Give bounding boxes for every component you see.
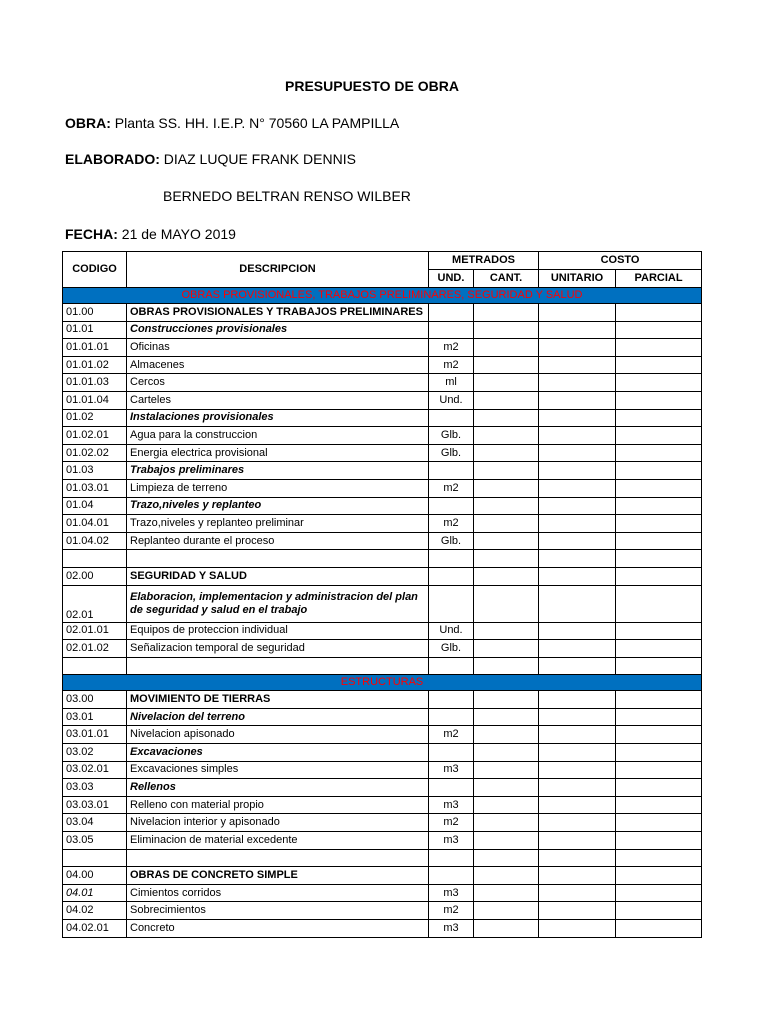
item-partial-cost: [616, 708, 702, 726]
item-quantity: [474, 532, 539, 550]
item-description: OBRAS PROVISIONALES Y TRABAJOS PRELIMINARES: [127, 304, 429, 322]
obra-line: [65, 115, 399, 131]
table-row: [63, 920, 702, 938]
item-description: Trazo,niveles y replanteo preliminar: [127, 515, 429, 533]
item-partial-cost: [616, 304, 702, 322]
elaborado-label: ELABORADO:: [65, 151, 160, 167]
item-partial-cost: [616, 497, 702, 515]
item-unit: m2: [429, 814, 474, 832]
table-row: [63, 902, 702, 920]
item-unit: m3: [429, 920, 474, 938]
item-unit: [429, 867, 474, 885]
item-unit-cost: [539, 339, 616, 357]
header-metrados: METRADOS: [429, 252, 539, 270]
table-row: [63, 497, 702, 515]
item-unit: [429, 304, 474, 322]
item-quantity: [474, 339, 539, 357]
item-quantity: [474, 462, 539, 480]
item-unit-cost: [539, 374, 616, 392]
item-unit: ml: [429, 374, 474, 392]
item-quantity: [474, 444, 539, 462]
item-description: Trazo,niveles y replanteo: [127, 497, 429, 515]
item-code: 01.04.02: [63, 532, 127, 550]
item-code: 02.01: [63, 585, 127, 622]
item-partial-cost: [616, 867, 702, 885]
item-quantity: [474, 884, 539, 902]
item-partial-cost: [616, 567, 702, 585]
item-unit-cost: [539, 832, 616, 850]
item-code: 01.02: [63, 409, 127, 427]
item-partial-cost: [616, 902, 702, 920]
item-code: [63, 657, 127, 675]
item-code: 01.01.04: [63, 391, 127, 409]
table-row: [63, 640, 702, 658]
item-code: 01.02.02: [63, 444, 127, 462]
table-row: [63, 391, 702, 409]
item-unit-cost: [539, 515, 616, 533]
table-row: [63, 356, 702, 374]
table-row: [63, 726, 702, 744]
item-description: Instalaciones provisionales: [127, 409, 429, 427]
item-unit-cost: [539, 796, 616, 814]
item-code: 03.01.01: [63, 726, 127, 744]
item-unit-cost: [539, 814, 616, 832]
item-quantity: [474, 427, 539, 445]
budget-table: [62, 251, 702, 938]
item-unit: [429, 708, 474, 726]
item-code: 03.05: [63, 832, 127, 850]
item-partial-cost: [616, 532, 702, 550]
item-code: 04.00: [63, 867, 127, 885]
item-quantity: [474, 304, 539, 322]
item-unit-cost: [539, 427, 616, 445]
item-partial-cost: [616, 744, 702, 762]
table-row: [63, 409, 702, 427]
item-partial-cost: [616, 814, 702, 832]
item-unit-cost: [539, 550, 616, 568]
table-row: [63, 567, 702, 585]
item-code: [63, 550, 127, 568]
item-quantity: [474, 479, 539, 497]
table-row: [63, 550, 702, 568]
item-unit: m3: [429, 761, 474, 779]
item-partial-cost: [616, 462, 702, 480]
item-partial-cost: [616, 339, 702, 357]
item-unit-cost: [539, 532, 616, 550]
header-codigo: CODIGO: [63, 252, 127, 288]
elaborado-line: [65, 151, 356, 167]
item-partial-cost: [616, 796, 702, 814]
item-quantity: [474, 356, 539, 374]
header-und: UND.: [429, 270, 474, 288]
item-unit: [429, 691, 474, 709]
item-unit-cost: [539, 304, 616, 322]
item-quantity: [474, 849, 539, 867]
item-quantity: [474, 796, 539, 814]
item-unit-cost: [539, 657, 616, 675]
table-row: [63, 779, 702, 797]
item-unit-cost: [539, 640, 616, 658]
item-partial-cost: [616, 849, 702, 867]
item-description: [127, 849, 429, 867]
item-description: Nivelacion apisonado: [127, 726, 429, 744]
section-title: OBRAS PROVISIONALES, TRABAJOS PRELIMINARES, SEGURIDAD Y SALUD: [63, 288, 702, 304]
item-quantity: [474, 902, 539, 920]
item-unit-cost: [539, 497, 616, 515]
item-description: [127, 657, 429, 675]
table-row: [63, 515, 702, 533]
table-row: [63, 585, 702, 622]
obra-value: Planta SS. HH. I.E.P. N° 70560 LA PAMPILLA: [114, 115, 400, 131]
item-code: 01.01.02: [63, 356, 127, 374]
table-row: [63, 339, 702, 357]
item-quantity: [474, 657, 539, 675]
item-unit-cost: [539, 779, 616, 797]
item-partial-cost: [616, 622, 702, 640]
header-costo: COSTO: [539, 252, 702, 270]
item-unit: [429, 657, 474, 675]
item-quantity: [474, 779, 539, 797]
item-description: Limpieza de terreno: [127, 479, 429, 497]
item-unit-cost: [539, 849, 616, 867]
item-partial-cost: [616, 657, 702, 675]
item-description: Sobrecimientos: [127, 902, 429, 920]
item-unit-cost: [539, 585, 616, 622]
item-partial-cost: [616, 691, 702, 709]
item-code: 01.01: [63, 321, 127, 339]
section-header-row: [63, 675, 702, 691]
item-unit: Und.: [429, 391, 474, 409]
table-row: [63, 462, 702, 480]
table-row: [63, 657, 702, 675]
item-partial-cost: [616, 479, 702, 497]
table-row: [63, 427, 702, 445]
item-description: Eliminacion de material excedente: [127, 832, 429, 850]
elaborado-name-1: DIAZ LUQUE FRANK DENNIS: [163, 151, 356, 167]
item-description: Nivelacion del terreno: [127, 708, 429, 726]
item-description: Excavaciones: [127, 744, 429, 762]
item-code: 02.01.01: [63, 622, 127, 640]
item-unit-cost: [539, 391, 616, 409]
item-quantity: [474, 832, 539, 850]
item-partial-cost: [616, 391, 702, 409]
item-code: 01.00: [63, 304, 127, 322]
item-code: 02.01.02: [63, 640, 127, 658]
item-quantity: [474, 867, 539, 885]
header-unitario: UNITARIO: [539, 270, 616, 288]
item-quantity: [474, 744, 539, 762]
item-partial-cost: [616, 321, 702, 339]
budget-body: [63, 288, 702, 938]
table-row: [63, 622, 702, 640]
item-code: 03.04: [63, 814, 127, 832]
item-quantity: [474, 708, 539, 726]
item-description: Señalizacion temporal de seguridad: [127, 640, 429, 658]
item-quantity: [474, 585, 539, 622]
item-partial-cost: [616, 640, 702, 658]
table-row: [63, 532, 702, 550]
item-unit: [429, 585, 474, 622]
item-quantity: [474, 497, 539, 515]
item-partial-cost: [616, 427, 702, 445]
table-row: [63, 867, 702, 885]
item-unit: Glb.: [429, 532, 474, 550]
fecha-label: FECHA:: [65, 226, 118, 242]
item-unit-cost: [539, 884, 616, 902]
item-partial-cost: [616, 374, 702, 392]
item-code: 01.01.01: [63, 339, 127, 357]
item-unit: Glb.: [429, 640, 474, 658]
item-description: Construcciones provisionales: [127, 321, 429, 339]
table-row: [63, 884, 702, 902]
item-code: 01.03: [63, 462, 127, 480]
item-partial-cost: [616, 409, 702, 427]
item-unit-cost: [539, 622, 616, 640]
item-unit: [429, 779, 474, 797]
item-unit-cost: [539, 708, 616, 726]
item-quantity: [474, 814, 539, 832]
item-description: Almacenes: [127, 356, 429, 374]
item-unit-cost: [539, 479, 616, 497]
item-unit: m2: [429, 356, 474, 374]
obra-label: OBRA:: [65, 115, 111, 131]
section-header-row: [63, 288, 702, 304]
item-unit: [429, 744, 474, 762]
item-quantity: [474, 622, 539, 640]
item-quantity: [474, 321, 539, 339]
section-title: ESTRUCTURAS: [63, 675, 702, 691]
fecha-value: 21 de MAYO 2019: [121, 226, 236, 242]
item-partial-cost: [616, 920, 702, 938]
item-code: 01.01.03: [63, 374, 127, 392]
item-unit-cost: [539, 321, 616, 339]
item-code: 04.01: [63, 884, 127, 902]
table-row: [63, 479, 702, 497]
item-description: Replanteo durante el proceso: [127, 532, 429, 550]
item-unit-cost: [539, 867, 616, 885]
elaborado-name-2: BERNEDO BELTRAN RENSO WILBER: [163, 188, 411, 204]
item-partial-cost: [616, 444, 702, 462]
item-description: SEGURIDAD Y SALUD: [127, 567, 429, 585]
table-row: [63, 814, 702, 832]
item-quantity: [474, 515, 539, 533]
item-unit-cost: [539, 409, 616, 427]
item-description: OBRAS DE CONCRETO SIMPLE: [127, 867, 429, 885]
item-unit: m2: [429, 339, 474, 357]
item-unit: Glb.: [429, 427, 474, 445]
item-partial-cost: [616, 585, 702, 622]
item-unit-cost: [539, 444, 616, 462]
item-partial-cost: [616, 761, 702, 779]
item-unit-cost: [539, 462, 616, 480]
item-code: 03.02.01: [63, 761, 127, 779]
item-unit: [429, 462, 474, 480]
item-partial-cost: [616, 550, 702, 568]
item-unit: Und.: [429, 622, 474, 640]
item-code: 04.02: [63, 902, 127, 920]
item-unit: m2: [429, 479, 474, 497]
table-row: [63, 304, 702, 322]
item-unit-cost: [539, 761, 616, 779]
header-cant: CANT.: [474, 270, 539, 288]
item-quantity: [474, 391, 539, 409]
item-description: MOVIMIENTO DE TIERRAS: [127, 691, 429, 709]
item-unit: [429, 550, 474, 568]
item-description: Relleno con material propio: [127, 796, 429, 814]
item-unit-cost: [539, 691, 616, 709]
item-description: Equipos de proteccion individual: [127, 622, 429, 640]
item-partial-cost: [616, 832, 702, 850]
item-unit: m2: [429, 726, 474, 744]
item-code: 01.03.01: [63, 479, 127, 497]
fecha-line: [65, 226, 236, 242]
item-unit: Glb.: [429, 444, 474, 462]
item-quantity: [474, 550, 539, 568]
header-descripcion: DESCRIPCION: [127, 252, 429, 288]
item-description: Agua para la construccion: [127, 427, 429, 445]
item-description: Rellenos: [127, 779, 429, 797]
item-code: 01.04.01: [63, 515, 127, 533]
item-description: [127, 550, 429, 568]
item-partial-cost: [616, 779, 702, 797]
table-row: [63, 321, 702, 339]
item-unit: [429, 567, 474, 585]
item-unit: [429, 409, 474, 427]
item-unit: m2: [429, 515, 474, 533]
item-description: Energia electrica provisional: [127, 444, 429, 462]
item-code: 03.01: [63, 708, 127, 726]
item-unit-cost: [539, 567, 616, 585]
item-partial-cost: [616, 884, 702, 902]
table-row: [63, 849, 702, 867]
item-unit-cost: [539, 744, 616, 762]
item-partial-cost: [616, 356, 702, 374]
table-row: [63, 832, 702, 850]
item-code: 02.00: [63, 567, 127, 585]
item-code: 03.03.01: [63, 796, 127, 814]
item-description: Nivelacion interior y apisonado: [127, 814, 429, 832]
item-code: 01.04: [63, 497, 127, 515]
item-code: 01.02.01: [63, 427, 127, 445]
table-row: [63, 374, 702, 392]
table-row: [63, 691, 702, 709]
item-description: Oficinas: [127, 339, 429, 357]
item-unit: m3: [429, 796, 474, 814]
item-unit: [429, 321, 474, 339]
elaborado-line-2: [163, 188, 411, 204]
item-unit: m3: [429, 832, 474, 850]
item-description: Carteles: [127, 391, 429, 409]
item-code: 03.00: [63, 691, 127, 709]
table-row: [63, 708, 702, 726]
item-code: 03.03: [63, 779, 127, 797]
item-quantity: [474, 640, 539, 658]
header-parcial: PARCIAL: [616, 270, 702, 288]
item-quantity: [474, 409, 539, 427]
item-code: 03.02: [63, 744, 127, 762]
item-unit: [429, 497, 474, 515]
item-unit: [429, 849, 474, 867]
item-quantity: [474, 726, 539, 744]
item-quantity: [474, 567, 539, 585]
table-row: [63, 744, 702, 762]
item-description: Trabajos preliminares: [127, 462, 429, 480]
table-row: [63, 444, 702, 462]
item-unit: m2: [429, 902, 474, 920]
item-description: Concreto: [127, 920, 429, 938]
item-partial-cost: [616, 515, 702, 533]
item-quantity: [474, 920, 539, 938]
item-code: [63, 849, 127, 867]
item-code: 04.02.01: [63, 920, 127, 938]
item-description: Cercos: [127, 374, 429, 392]
item-unit-cost: [539, 726, 616, 744]
item-unit-cost: [539, 902, 616, 920]
item-description: Elaboracion, implementacion y administracion del plan de seguridad y salud en el trabajo: [127, 585, 429, 622]
page-title: PRESUPUESTO DE OBRA: [285, 78, 459, 94]
item-unit-cost: [539, 920, 616, 938]
item-unit: m3: [429, 884, 474, 902]
item-description: Cimientos corridos: [127, 884, 429, 902]
item-quantity: [474, 691, 539, 709]
item-partial-cost: [616, 726, 702, 744]
table-row: [63, 761, 702, 779]
item-description: Excavaciones simples: [127, 761, 429, 779]
item-quantity: [474, 374, 539, 392]
item-quantity: [474, 761, 539, 779]
table-row: [63, 796, 702, 814]
item-unit-cost: [539, 356, 616, 374]
